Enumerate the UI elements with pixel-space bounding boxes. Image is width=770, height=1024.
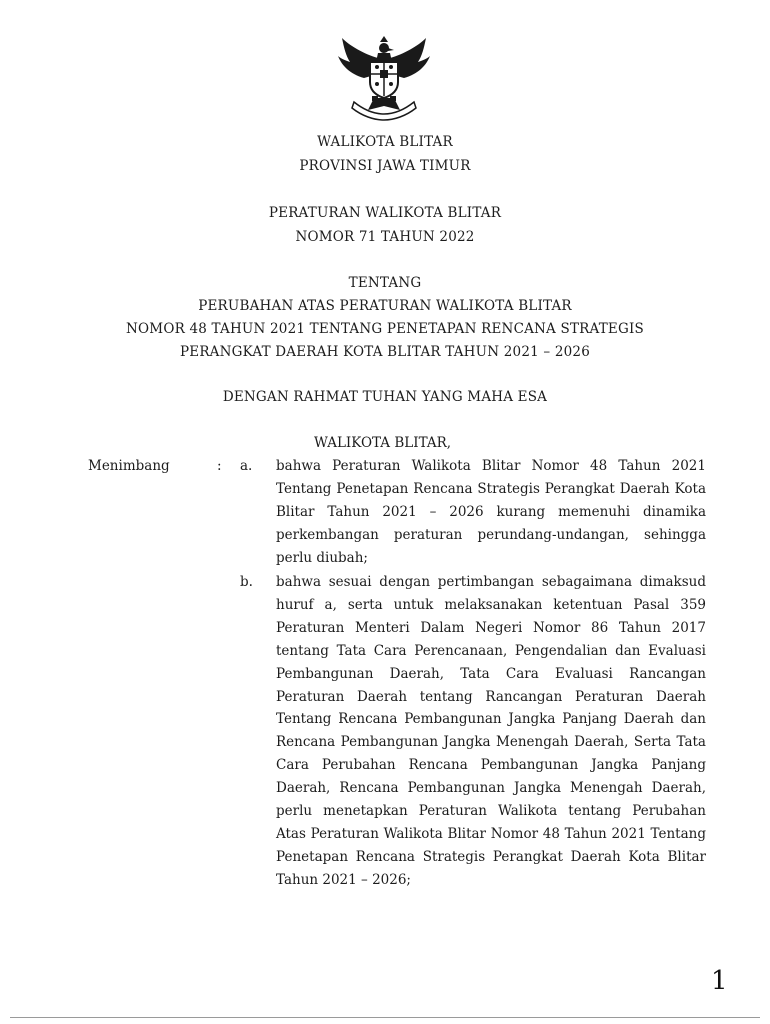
- issuer-title: WALIKOTA BLITAR: [317, 134, 453, 150]
- subject-label: TENTANG: [348, 275, 422, 291]
- regulation-title: PERATURAN WALIKOTA BLITAR: [268, 205, 502, 221]
- subject-line-2: NOMOR 48 TAHUN 2021 TENTANG PENETAPAN RENCANA STRATEGIS: [126, 321, 644, 337]
- page-number: 1: [711, 966, 728, 996]
- subject-line-1: PERUBAHAN ATAS PERATURAN WALIKOTA BLITAR: [198, 298, 572, 314]
- bottom-rule: [10, 1017, 760, 1018]
- item-a-text: bahwa Peraturan Walikota Blitar Nomor 48 Tahun 2021 Tentang Penetapan Rencana Strategis Perangkat Daerah Kota Blitar Tahun 2021 – 2026 kurang memenuhi dinamika perkembangan peraturan perundang-undangan, sehingga perlu diubah;: [276, 458, 706, 566]
- item-b-marker: b.: [240, 574, 253, 590]
- regulation-number: NOMOR 71 TAHUN 2022: [295, 229, 475, 245]
- item-a-marker: a.: [240, 458, 253, 474]
- garuda-emblem-icon: [334, 36, 434, 122]
- considering-colon: :: [217, 458, 222, 474]
- authority-title: WALIKOTA BLITAR,: [314, 435, 452, 451]
- subject-line-3: PERANGKAT DAERAH KOTA BLITAR TAHUN 2021 – 2026: [179, 344, 590, 360]
- province-title: PROVINSI JAWA TIMUR: [299, 158, 471, 174]
- item-b-text: bahwa sesuai dengan pertimbangan sebagaimana dimaksud huruf a, serta untuk melaksanakan ketentuan Pasal 359 Peraturan Menteri Dalam Negeri Nomor 86 Tahun 2017 tentang Tata Cara Perencanaan, Pengendalian dan Evaluasi Pembangunan Daerah, Tata Cara Evaluasi Rancangan Peraturan Daerah tentang Rancangan Peraturan Daerah Tentang Rencana Pembangunan Jangka Panjang Daerah dan Rencana Pembangunan Jangka Menengah Daerah, Serta Tata Cara Perubahan Rencana Pembangunan Jangka Panjang Daerah, Rencana Pembangunan Jangka Menengah Daerah, perlu menetapkan Peraturan Walikota tentang Perubahan Atas Peraturan Walikota Blitar Nomor 48 Tahun 2021 Tentang Penetapan Rencana Strategis Perangkat Daerah Kota Blitar Tahun 2021 – 2026;: [276, 574, 706, 888]
- invocation: DENGAN RAHMAT TUHAN YANG MAHA ESA: [222, 389, 548, 405]
- considering-label: Menimbang: [88, 458, 170, 474]
